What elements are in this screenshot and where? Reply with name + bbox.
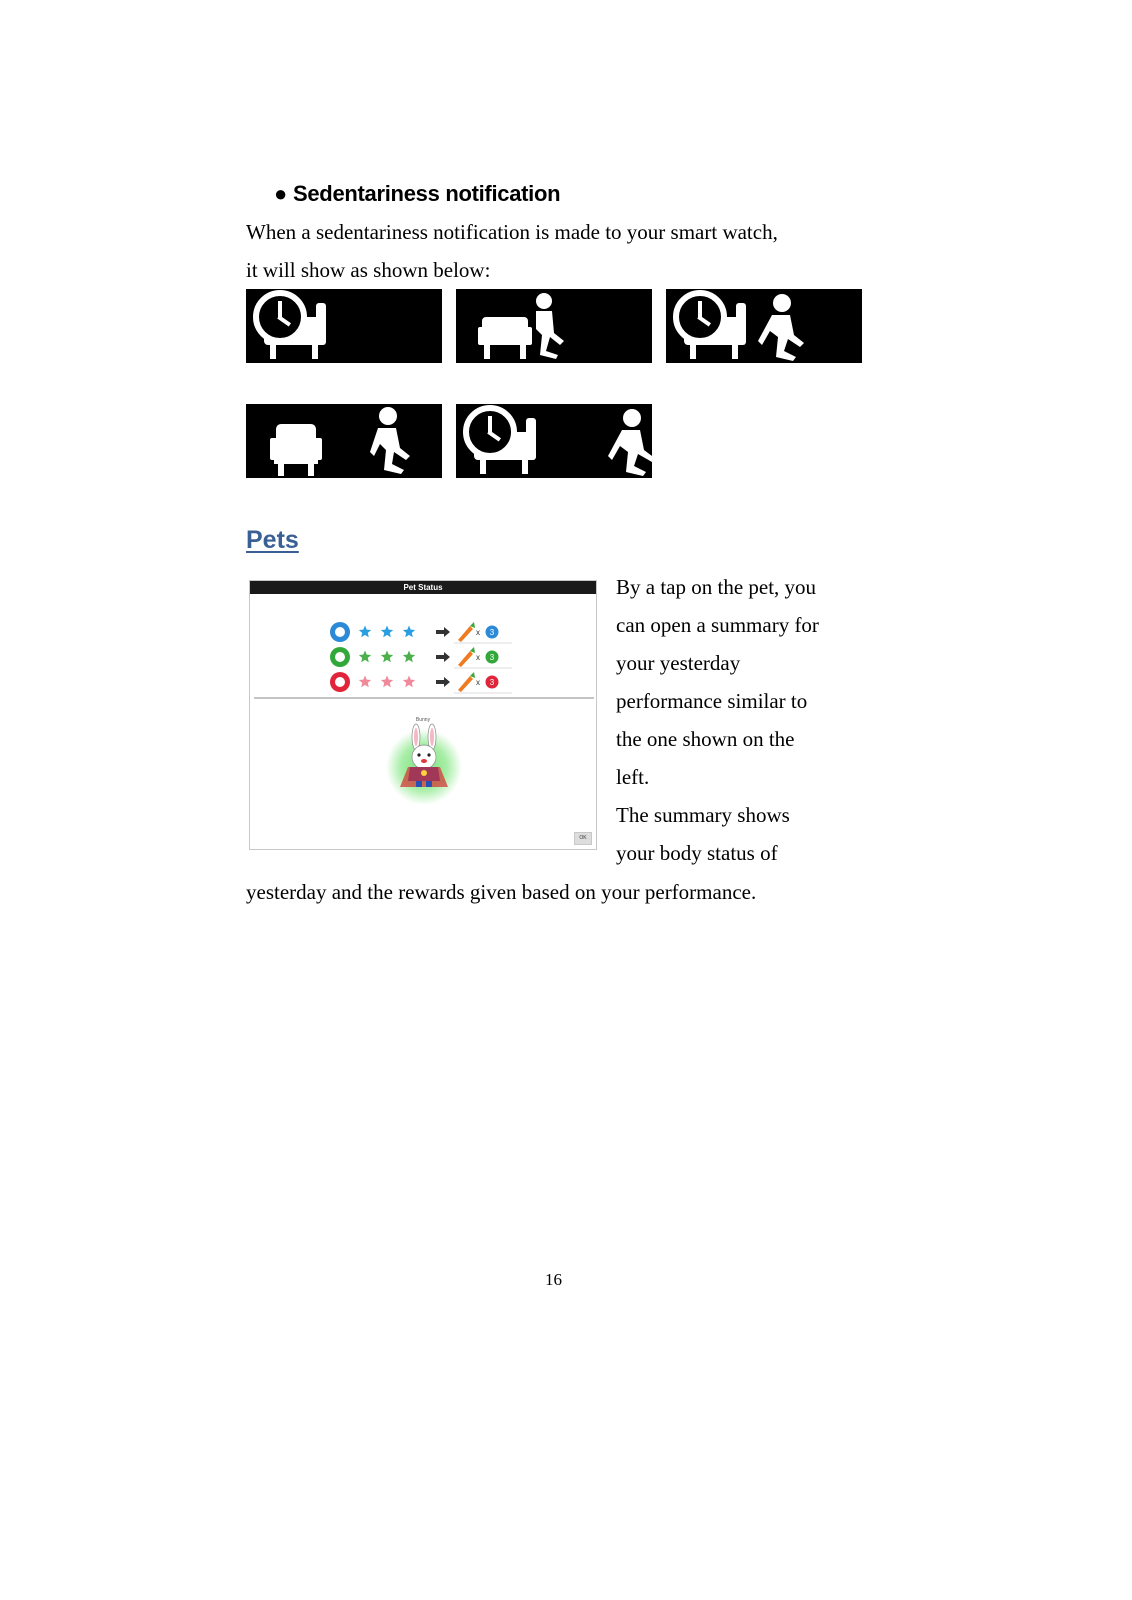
reward-count: 3 xyxy=(489,677,495,687)
pet-status-title: Pet Status xyxy=(250,581,596,594)
chair-icon xyxy=(270,424,322,476)
arrow-icon xyxy=(436,652,450,662)
intro-line: When a sedentariness notification is made to your smart watch, xyxy=(246,220,778,244)
clock-chair-icon xyxy=(676,293,746,359)
star-icon xyxy=(359,676,371,688)
pets-wrap-line: yesterday and the rewards given based on your performance. xyxy=(246,880,757,904)
reward-multiplier: x xyxy=(476,653,480,662)
pet-status-screenshot xyxy=(249,580,597,850)
watch-screen-2 xyxy=(456,289,652,363)
intro-line: it will show as shown below: xyxy=(246,258,491,282)
side-line: the one shown on the xyxy=(616,727,795,751)
section-heading xyxy=(274,181,560,207)
pet-status-row xyxy=(330,622,512,643)
reward-multiplier: x xyxy=(476,628,480,637)
walking-person-icon xyxy=(370,407,410,474)
clock-chair-icon xyxy=(466,408,536,474)
watch-screen-4 xyxy=(246,404,442,478)
star-icon xyxy=(359,626,371,638)
watch-screen-1 xyxy=(246,289,442,363)
bullet-marker: ● xyxy=(274,181,287,206)
icon-inner xyxy=(335,652,345,662)
watch-screen-3 xyxy=(666,289,862,363)
reward-count: 3 xyxy=(489,627,495,637)
side-line: your yesterday xyxy=(616,651,741,675)
star-icon xyxy=(403,651,415,663)
star-icon xyxy=(381,676,393,688)
walking-person-icon xyxy=(536,293,564,359)
walking-person-icon xyxy=(608,409,652,476)
clock-chair-icon xyxy=(256,293,326,359)
star-icon xyxy=(403,626,415,638)
ok-button[interactable]: OK xyxy=(574,832,592,845)
star-icon xyxy=(381,626,393,638)
carrot-icon xyxy=(458,676,473,692)
side-line: can open a summary for xyxy=(616,613,819,637)
pet-status-row xyxy=(330,672,512,693)
pets-heading: Pets xyxy=(246,526,299,554)
arrow-icon xyxy=(436,677,450,687)
icon-inner xyxy=(335,677,345,687)
side-line: The summary shows xyxy=(616,803,790,827)
carrot-icon xyxy=(458,626,473,642)
side-line: performance similar to xyxy=(616,689,808,713)
walking-person-icon xyxy=(758,294,804,361)
side-line: left. xyxy=(616,765,650,789)
star-icon xyxy=(381,651,393,663)
side-line: By a tap on the pet, you xyxy=(616,575,817,599)
arrow-icon xyxy=(436,627,450,637)
star-icon xyxy=(403,676,415,688)
icon-inner xyxy=(335,627,345,637)
side-line: your body status of xyxy=(616,841,778,865)
star-icon xyxy=(359,651,371,663)
reward-multiplier: x xyxy=(476,678,480,687)
intro-paragraph xyxy=(246,213,886,289)
pets-side-paragraph xyxy=(616,568,876,872)
pet-status-row xyxy=(330,647,512,668)
page-number: 16 xyxy=(545,1270,562,1289)
pet-name: Bunny xyxy=(415,717,431,723)
chair-icon xyxy=(478,317,532,359)
section-heading-text: Sedentariness notification xyxy=(293,181,561,206)
reward-count: 3 xyxy=(489,652,495,662)
carrot-icon xyxy=(458,651,473,667)
watch-screen-5 xyxy=(456,404,652,478)
pet-status-graphic xyxy=(250,581,597,850)
